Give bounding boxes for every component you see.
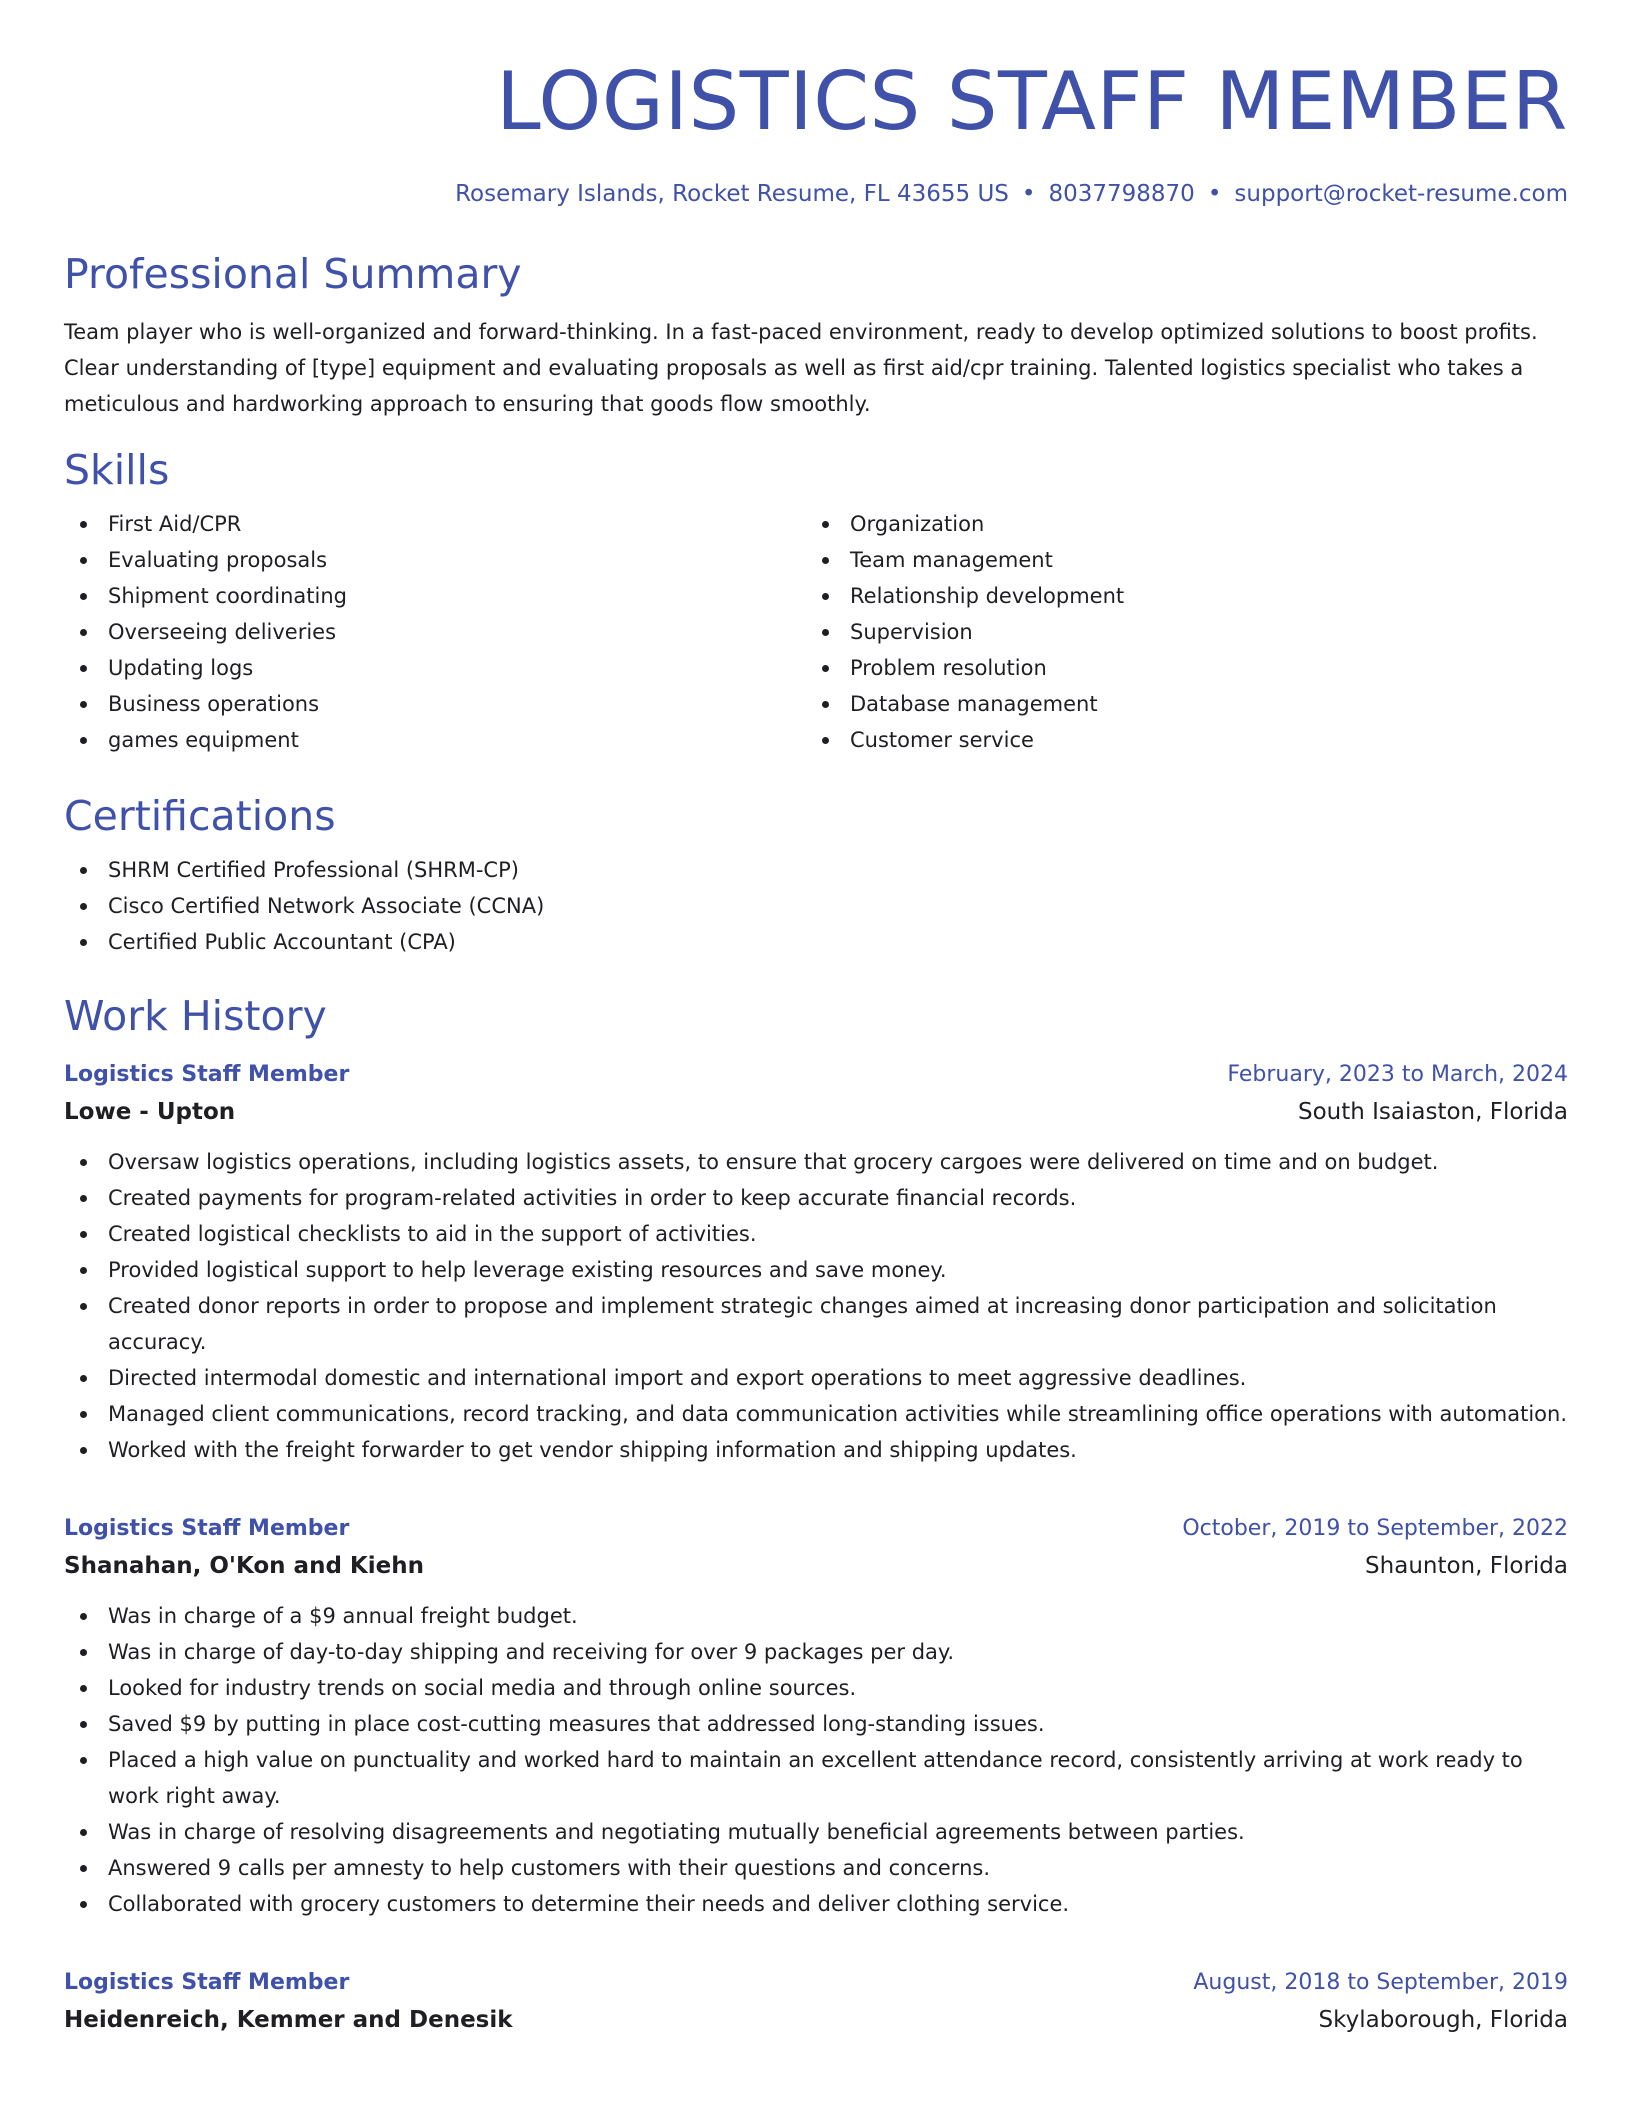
job-bullets: [64, 1598, 1568, 1922]
summary-heading: Professional Summary: [64, 250, 522, 298]
job-title-row: [64, 1966, 1568, 2000]
job-bullet: Created payments for program-related activities in order to keep accurate financial records.: [64, 1180, 1568, 1216]
skill-item: Updating logs: [64, 650, 806, 686]
skills-column-right: [806, 506, 1548, 758]
job-bullet: Was in charge of resolving disagreements and negotiating mutually beneficial agreements between parties.: [64, 1814, 1568, 1850]
job-bullet: Provided logistical support to help leverage existing resources and save money.: [64, 1252, 1568, 1288]
skill-item: Relationship development: [806, 578, 1548, 614]
job-bullet: Directed intermodal domestic and international import and export operations to meet aggressive deadlines.: [64, 1360, 1568, 1396]
work-history-list: [64, 1058, 1568, 2040]
job-dates: October, 2019 to September, 2022: [1182, 1516, 1568, 1541]
job-title: Logistics Staff Member: [64, 1062, 350, 1087]
job-title-row: [64, 1058, 1568, 1092]
skill-item: Organization: [806, 506, 1548, 542]
job-dates: February, 2023 to March, 2024: [1227, 1062, 1568, 1087]
skill-item: games equipment: [64, 722, 806, 758]
certifications-list: [64, 852, 1568, 960]
job-bullet: Oversaw logistics operations, including logistics assets, to ensure that grocery cargoes were delivered on time and on budget.: [64, 1144, 1568, 1180]
skill-item: Problem resolution: [806, 650, 1548, 686]
skill-item: Business operations: [64, 686, 806, 722]
job-company: Shanahan, O'Kon and Kiehn: [64, 1553, 424, 1579]
job-company: Heidenreich, Kemmer and Denesik: [64, 2007, 513, 2033]
skill-item: Customer service: [806, 722, 1548, 758]
contact-phone[interactable]: 8037798870: [1048, 181, 1195, 207]
skills-column-left: [64, 506, 806, 758]
contact-address: Rosemary Islands, Rocket Resume, FL 43655 US: [455, 181, 1009, 207]
job-company: Lowe - Upton: [64, 1099, 236, 1125]
contact-separator: •: [1021, 181, 1036, 207]
contact-email[interactable]: support@rocket-resume.com: [1234, 181, 1568, 207]
skills-grid: [64, 506, 1568, 758]
certification-item: Cisco Certified Network Associate (CCNA): [64, 888, 1568, 924]
job-bullet: Looked for industry trends on social media and through online sources.: [64, 1670, 1568, 1706]
certifications-heading: Certifications: [64, 792, 336, 840]
job-entry: [64, 1966, 1568, 2040]
skill-item: Supervision: [806, 614, 1548, 650]
job-bullet: Managed client communications, record tracking, and data communication activities while streamlining office operations with automation.: [64, 1396, 1568, 1432]
certification-item: Certified Public Accountant (CPA): [64, 924, 1568, 960]
skill-item: Overseeing deliveries: [64, 614, 806, 650]
summary-text: Team player who is well-organized and forward-thinking. In a fast-paced environment, ready to develop optimized solutions to boost profits. Clear understanding of [type] equipment and evaluating proposals as well as first aid/cpr training. Talented logistics specialist who takes a meticulous and hardworking approach to ensuring that goods flow smoothly.: [64, 320, 1538, 416]
job-bullet: Created logistical checklists to aid in the support of activities.: [64, 1216, 1568, 1252]
job-title: Logistics Staff Member: [64, 1970, 350, 1995]
job-bullets: [64, 1144, 1568, 1468]
job-bullet: Was in charge of day-to-day shipping and receiving for over 9 packages per day.: [64, 1634, 1568, 1670]
skill-item: Team management: [806, 542, 1548, 578]
skill-item: Shipment coordinating: [64, 578, 806, 614]
certification-item: SHRM Certified Professional (SHRM-CP): [64, 852, 1568, 888]
skill-item: Evaluating proposals: [64, 542, 806, 578]
contact-line: [64, 178, 1568, 210]
job-location: Skylaborough, Florida: [1318, 2007, 1568, 2033]
candidate-name: LOGISTICS STAFF MEMBER: [496, 55, 1568, 148]
job-entry: [64, 1512, 1568, 1922]
job-bullet: Was in charge of a $9 annual freight budget.: [64, 1598, 1568, 1634]
job-bullet: Saved $9 by putting in place cost-cutting measures that addressed long-standing issues.: [64, 1706, 1568, 1742]
job-entry: [64, 1058, 1568, 1468]
skill-item: First Aid/CPR: [64, 506, 806, 542]
job-company-row: [64, 1092, 1568, 1132]
skills-list-left: [64, 506, 806, 758]
job-bullet: Created donor reports in order to propose and implement strategic changes aimed at increasing donor participation and solicitation accuracy.: [64, 1288, 1568, 1360]
work-history-heading: Work History: [64, 992, 327, 1040]
job-location: South Isaiaston, Florida: [1297, 1099, 1568, 1125]
job-bullet: Answered 9 calls per amnesty to help customers with their questions and concerns.: [64, 1850, 1568, 1886]
job-bullet: Placed a high value on punctuality and worked hard to maintain an excellent attendance record, consistently arriving at work ready to work right away.: [64, 1742, 1568, 1814]
skills-list-right: [806, 506, 1548, 758]
job-location: Shaunton, Florida: [1365, 1553, 1568, 1579]
skills-heading: Skills: [64, 446, 170, 494]
job-company-row: [64, 2000, 1568, 2040]
job-bullet: Worked with the freight forwarder to get vendor shipping information and shipping updates.: [64, 1432, 1568, 1468]
job-company-row: [64, 1546, 1568, 1586]
job-title: Logistics Staff Member: [64, 1516, 350, 1541]
job-dates: August, 2018 to September, 2019: [1193, 1970, 1568, 1995]
job-title-row: [64, 1512, 1568, 1546]
job-bullet: Collaborated with grocery customers to determine their needs and deliver clothing service.: [64, 1886, 1568, 1922]
contact-separator: •: [1207, 181, 1222, 207]
skill-item: Database management: [806, 686, 1548, 722]
